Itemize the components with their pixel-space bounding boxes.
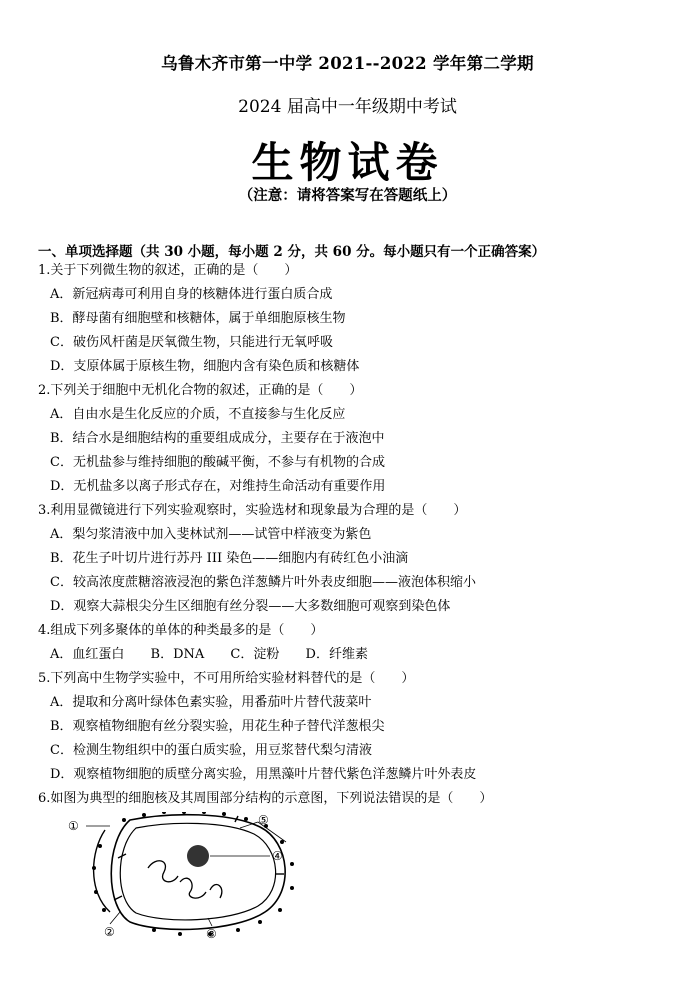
answer-notice: （注意：请将答案写在答题纸上） bbox=[238, 187, 457, 204]
page-title: 生物试卷 bbox=[251, 138, 444, 187]
nucleus-diagram bbox=[60, 812, 320, 942]
question-stem: 6.如图为典型的细胞核及其周围部分结构的示意图，下列说法错误的是（ ） bbox=[38, 791, 493, 806]
question-option: D．观察植物细胞的质壁分离实验，用黑藻叶片替代紫色洋葱鳞片叶外表皮 bbox=[50, 767, 477, 782]
section-heading: 一、单项选择题（共 30 小题，每小题 2 分，共 60 分。每小题只有一个正确答案） bbox=[38, 244, 546, 260]
question-option: D．纤维素 bbox=[305, 647, 368, 662]
label-4: ④ bbox=[272, 849, 283, 863]
label-5: ⑤ bbox=[258, 813, 269, 827]
question-stem: 4.组成下列多聚体的单体的种类最多的是（ ） bbox=[38, 623, 324, 638]
question-option: C．较高浓度蔗糖溶液浸泡的紫色洋葱鳞片叶外表皮细胞——液泡体积缩小 bbox=[50, 575, 476, 590]
nuclear-envelope-outer bbox=[111, 815, 285, 930]
question-option: B．观察植物细胞有丝分裂实验，用花生种子替代洋葱根尖 bbox=[50, 719, 385, 734]
question-option: D．支原体属于原核生物，细胞内含有染色质和核糖体 bbox=[50, 359, 360, 374]
question-stem: 3.利用显微镜进行下列实验观察时，实验选材和现象最为合理的是（ ） bbox=[38, 503, 467, 518]
question-option-row bbox=[50, 646, 390, 664]
question-option: C．淀粉 bbox=[230, 647, 280, 662]
school-line: 乌鲁木齐市第一中学 2021--2022 学年第二学期 bbox=[161, 54, 534, 73]
label-2: ② bbox=[104, 925, 115, 939]
question-option: B．花生子叶切片进行苏丹 III 染色——细胞内有砖红色小油滴 bbox=[50, 551, 409, 566]
leader-lines bbox=[86, 822, 286, 926]
chromatin bbox=[148, 861, 222, 898]
question-option: D．无机盐多以离子形式存在，对维持生命活动有重要作用 bbox=[50, 479, 386, 494]
nuclear-envelope-inner bbox=[120, 823, 275, 920]
question-stem: 2.下列关于细胞中无机化合物的叙述，正确的是（ ） bbox=[38, 383, 363, 398]
question-option: B．结合水是细胞结构的重要组成成分，主要存在于液泡中 bbox=[50, 431, 385, 446]
question-option: C．检测生物组织中的蛋白质实验，用豆浆替代梨匀清液 bbox=[50, 743, 372, 758]
label-1: ① bbox=[68, 819, 79, 833]
question-stem: 5.下列高中生物学实验中，不可用所给实验材料替代的是（ ） bbox=[38, 671, 415, 686]
question-stem: 1.关于下列微生物的叙述，正确的是（ ） bbox=[38, 263, 298, 278]
nucleolus bbox=[187, 845, 209, 867]
exam-line: 2024 届高中一年级期中考试 bbox=[238, 97, 457, 117]
question-option: A．新冠病毒可利用自身的核糖体进行蛋白质合成 bbox=[50, 287, 333, 302]
question-option: C．无机盐参与维持细胞的酸碱平衡，不参与有机物的合成 bbox=[50, 455, 385, 470]
question-option: B．DNA bbox=[150, 647, 205, 662]
question-option: D．观察大蒜根尖分生区细胞有丝分裂——大多数细胞可观察到染色体 bbox=[50, 599, 451, 614]
endoplasmic-reticulum-line bbox=[94, 830, 110, 912]
question-option: A．血红蛋白 bbox=[50, 647, 125, 662]
label-3: ③ bbox=[206, 927, 217, 941]
question-option: A．梨匀浆清液中加入斐林试剂——试管中样液变为紫色 bbox=[50, 527, 372, 542]
question-option: B．酵母菌有细胞壁和核糖体，属于单细胞原核生物 bbox=[50, 311, 346, 326]
question-option: A．自由水是生化反应的介质，不直接参与生化反应 bbox=[50, 407, 346, 422]
question-option: A．提取和分离叶绿体色素实验，用番茄叶片替代菠菜叶 bbox=[50, 695, 372, 710]
question-option: C．破伤风杆菌是厌氧微生物，只能进行无氧呼吸 bbox=[50, 335, 333, 350]
